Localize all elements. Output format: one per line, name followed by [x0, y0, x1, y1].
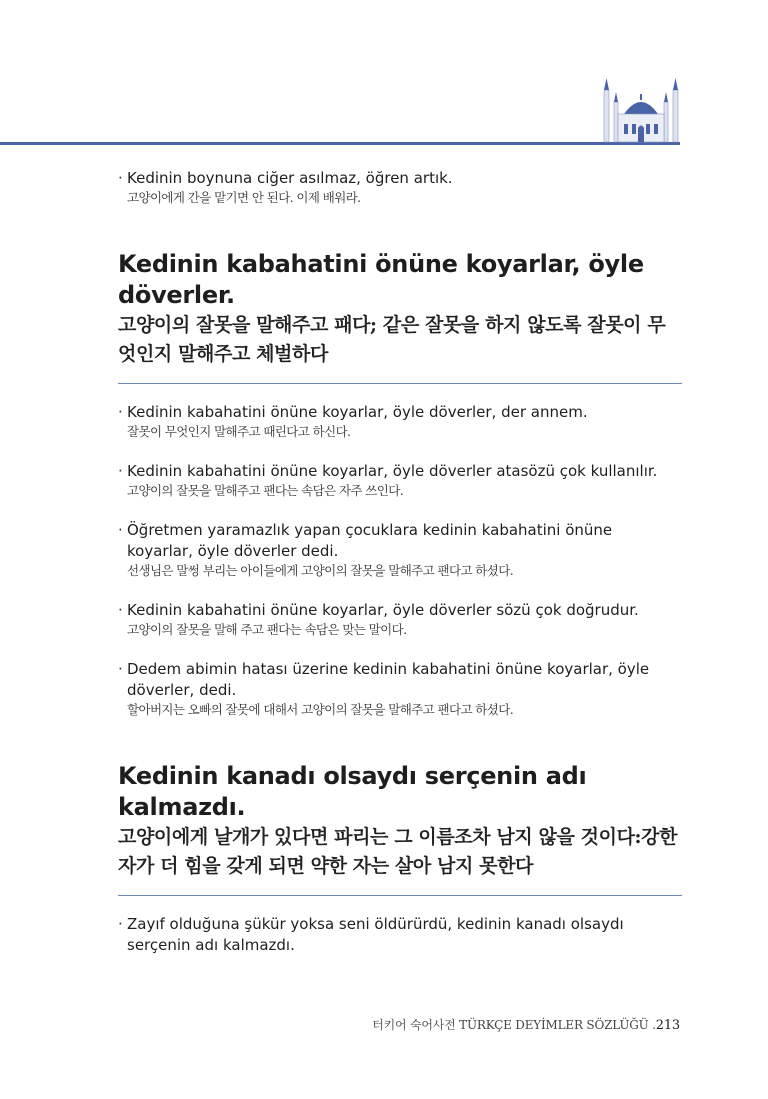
- example-ko: 잘못이 무엇인지 말해주고 때린다고 하신다.: [127, 424, 351, 439]
- example-sentence: [118, 600, 682, 639]
- bullet: ·: [118, 915, 123, 933]
- example-sentence: [118, 659, 682, 719]
- example-ko: 고양이의 잘못을 말해 주고 팬다는 속담은 맞는 말이다.: [127, 622, 407, 637]
- example-ko: 할아버지는 오빠의 잘못에 대해서 고양이의 잘못을 말해주고 팬다고 하셨다.: [127, 702, 514, 717]
- footer-title: 터키어 숙어사전 TÜRKÇE DEYİMLER SÖZLÜĞÜ .: [372, 1018, 656, 1032]
- page-number: 213: [655, 1018, 680, 1033]
- example-tr: Kedinin kabahatini önüne koyarlar, öyle döverler, der annem.: [127, 403, 588, 421]
- page-footer: [372, 1016, 680, 1033]
- example-tr: Zayıf olduğuna şükür yoksa seni öldürürdü, kedinin kanadı olsaydı serçenin adı kalmazdı.: [127, 915, 624, 954]
- example-sentence: [118, 402, 682, 441]
- example-tr: Öğretmen yaramazlık yapan çocuklara kedinin kabahatini önüne koyarlar, öyle döverler dedi.: [127, 521, 613, 560]
- example-tr: Dedem abimin hatası üzerine kedinin kabahatini önüne koyarlar, öyle döverler, dedi.: [127, 660, 650, 699]
- example-tr: Kedinin kabahatini önüne koyarlar, öyle döverler sözü çok doğrudur.: [127, 601, 639, 619]
- section-rule: [118, 895, 682, 896]
- bullet: ·: [118, 403, 123, 421]
- idiom-title-tr: Kedinin kabahatini önüne koyarlar, öyle döverler.: [118, 250, 644, 309]
- bullet: ·: [118, 521, 123, 539]
- example-ko: 고양이의 잘못을 말해주고 팬다는 속담은 자주 쓰인다.: [127, 483, 404, 498]
- idiom-entry: [118, 249, 682, 369]
- example-ko: 선생님은 말썽 부리는 아이들에게 고양이의 잘못을 말해주고 팬다고 하셨다.: [127, 563, 514, 578]
- idiom-title-ko: 고양이에게 날개가 있다면 파리는 그 이름조차 남지 않을 것이다:강한 자가 더 힘을 갖게 되면 약한 자는 살아 남지 못한다: [118, 826, 678, 877]
- idiom-entry: [118, 761, 682, 881]
- mosque-icon: [600, 76, 682, 144]
- bullet: ·: [118, 169, 123, 187]
- page-content: [118, 168, 682, 956]
- example-tr: Kedinin kabahatini önüne koyarlar, öyle döverler atasözü çok kullanılır.: [127, 462, 658, 480]
- bullet: ·: [118, 601, 123, 619]
- bullet: ·: [118, 462, 123, 480]
- header-rule: [0, 142, 680, 145]
- example-sentence: [118, 914, 682, 956]
- bullet: ·: [118, 660, 123, 678]
- example-tr: Kedinin boynuna ciğer asılmaz, öğren artık.: [127, 169, 453, 187]
- example-sentence: [118, 168, 682, 207]
- example-sentence: [118, 461, 682, 500]
- example-ko: 고양이에게 간을 맡기면 안 된다. 이제 배워라.: [127, 190, 361, 205]
- section-rule: [118, 383, 682, 384]
- idiom-title-ko: 고양이의 잘못을 말해주고 패다; 같은 잘못을 하지 않도록 잘못이 무엇인지 말해주고 체벌하다: [118, 314, 666, 365]
- example-sentence: [118, 520, 682, 580]
- idiom-title-tr: Kedinin kanadı olsaydı serçenin adı kalmazdı.: [118, 762, 587, 821]
